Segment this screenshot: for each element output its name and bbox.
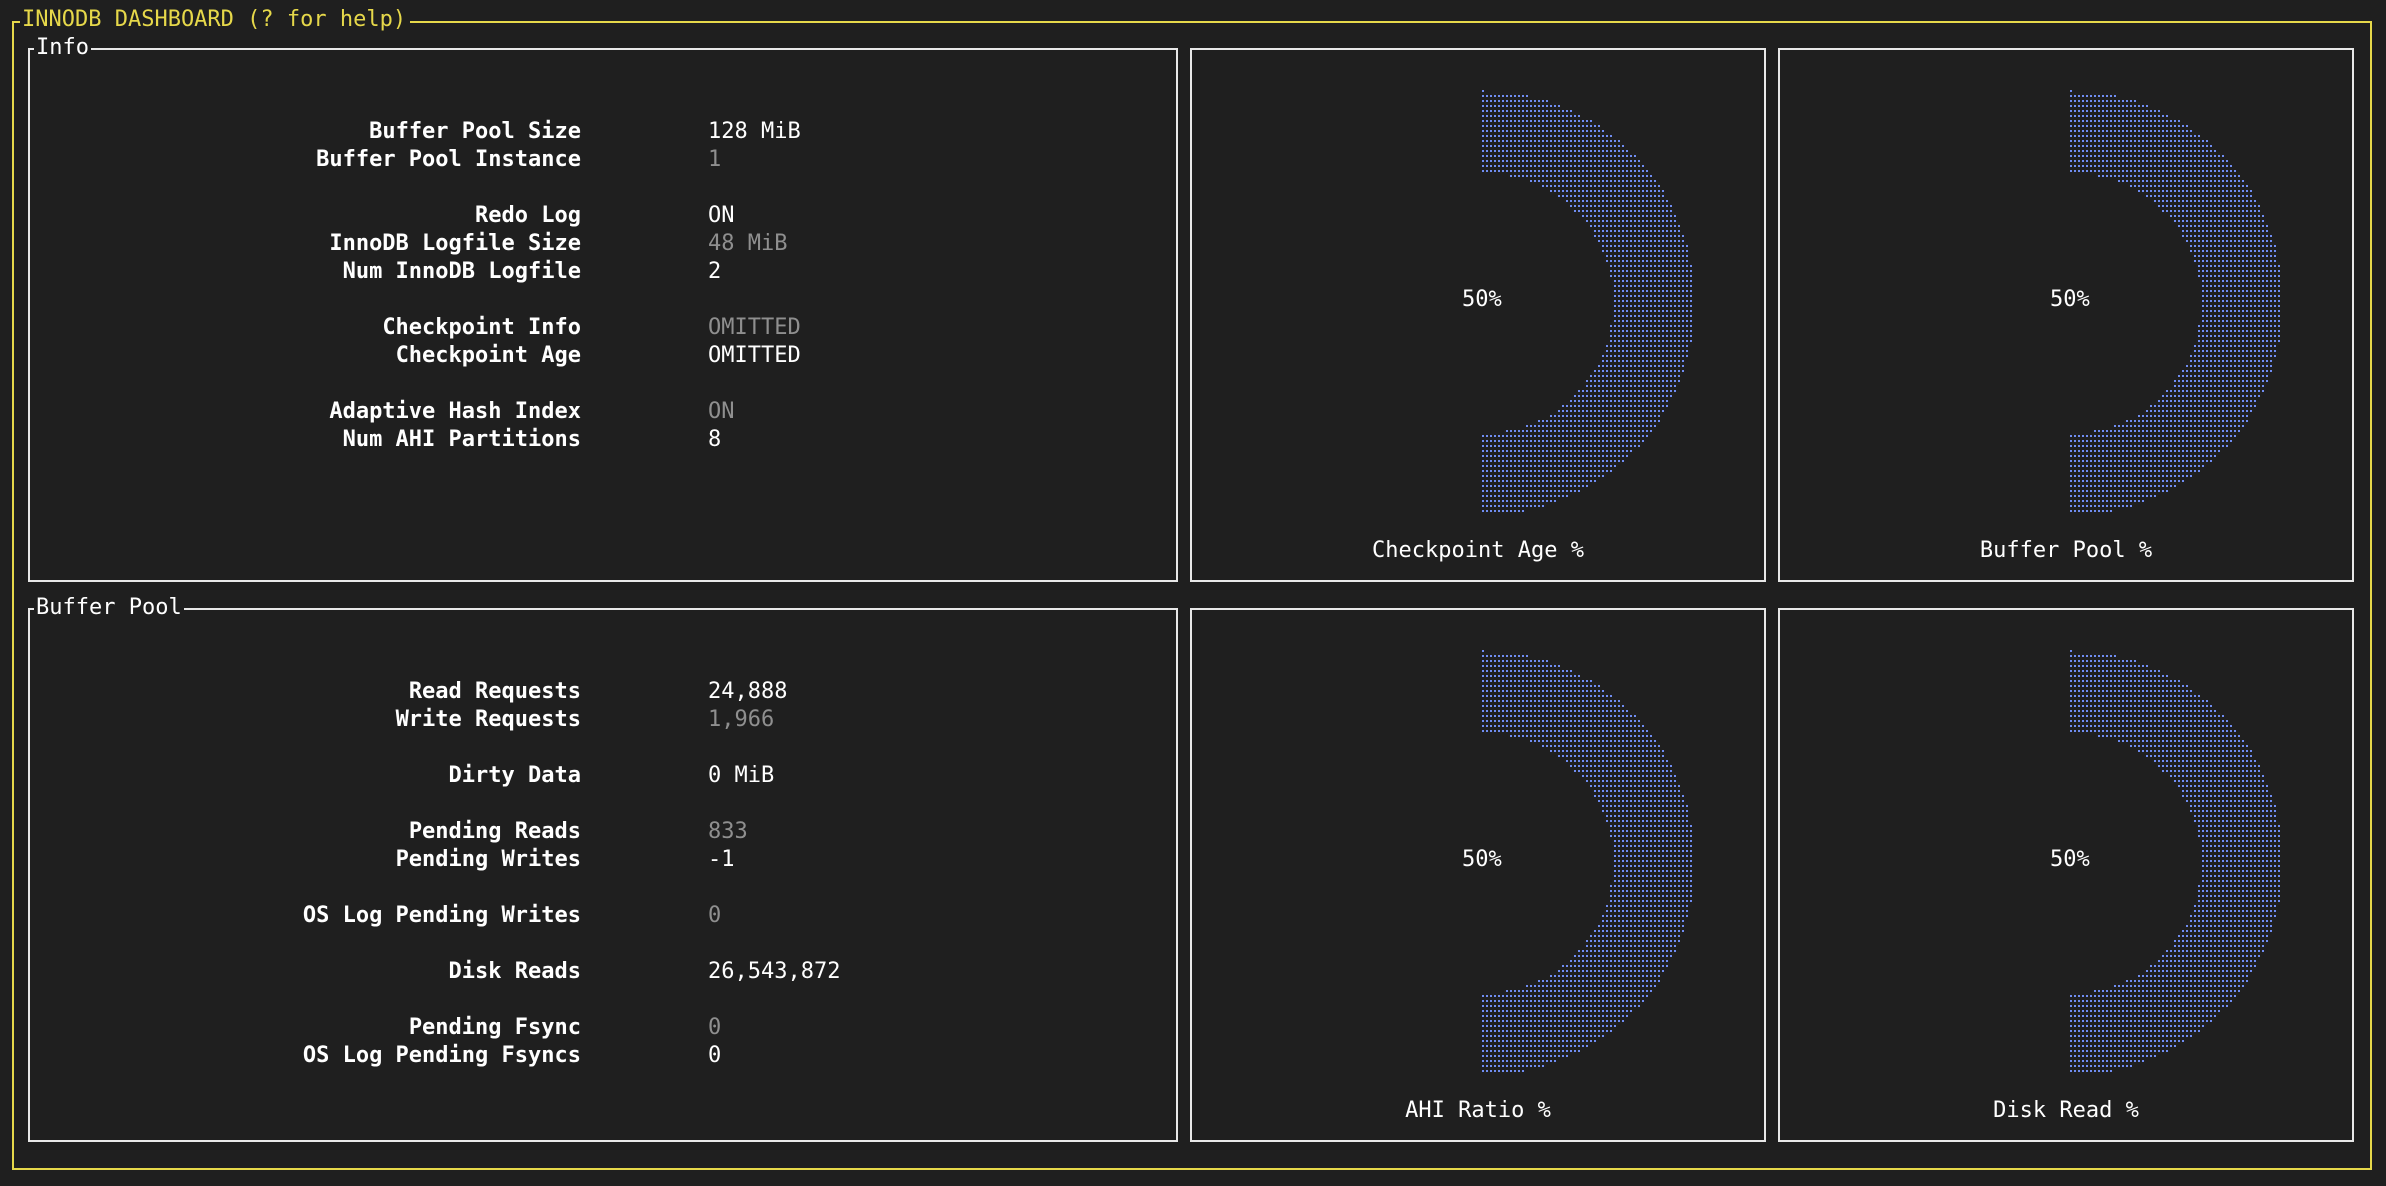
row-label: Pending Reads xyxy=(408,819,581,844)
buffer-pool-row xyxy=(302,1042,722,1070)
row-value: 128 MiB xyxy=(708,119,801,144)
buffer-pool-row xyxy=(448,762,775,790)
buffer-pool-row xyxy=(302,902,722,930)
info-row xyxy=(342,258,722,286)
row-value: 8 xyxy=(708,427,722,452)
row-value: ON xyxy=(708,399,735,424)
row-value: 48 MiB xyxy=(708,231,788,256)
gauge-checkpoint-age-label: Checkpoint Age % xyxy=(1372,538,1584,563)
row-value: ON xyxy=(708,203,735,228)
buffer-pool-row xyxy=(408,818,748,846)
row-label: Num InnoDB Logfile xyxy=(342,259,581,284)
dashboard-title: INNODB DASHBOARD (? for help) xyxy=(20,7,410,33)
row-value: -1 xyxy=(708,847,735,872)
buffer-pool-row xyxy=(408,1014,722,1042)
gauge-checkpoint-age-percent: 50% xyxy=(1462,287,1502,312)
row-label: OS Log Pending Writes xyxy=(302,903,581,928)
gauge-buffer-pool-label: Buffer Pool % xyxy=(1979,538,2153,563)
gauge-buffer-pool-ring xyxy=(1780,50,2352,580)
info-row xyxy=(395,342,801,370)
row-value: 0 MiB xyxy=(708,763,775,788)
row-value: 833 xyxy=(708,819,748,844)
gauge-panel-checkpoint-age xyxy=(1190,48,1766,582)
row-value: 0 xyxy=(708,903,722,928)
row-value: OMITTED xyxy=(708,315,801,340)
row-value: 2 xyxy=(708,259,722,284)
row-label: OS Log Pending Fsyncs xyxy=(302,1043,581,1068)
gauge-disk-read-percent: 50% xyxy=(2050,847,2090,872)
row-label: InnoDB Logfile Size xyxy=(329,231,581,256)
row-label: Write Requests xyxy=(395,707,581,732)
row-label: Buffer Pool Instance xyxy=(316,147,581,172)
row-label: Read Requests xyxy=(408,679,581,704)
row-value: 24,888 xyxy=(708,679,788,704)
gauge-ahi-ratio-label: AHI Ratio % xyxy=(1405,1098,1551,1123)
gauge-panel-ahi-ratio xyxy=(1190,608,1766,1142)
gauge-buffer-pool-percent: 50% xyxy=(2050,287,2090,312)
buffer-pool-row xyxy=(448,958,841,986)
row-value: 0 xyxy=(708,1015,722,1040)
row-label: Checkpoint Info xyxy=(382,315,581,340)
info-row xyxy=(382,314,801,342)
gauge-checkpoint-age-ring xyxy=(1192,50,1764,580)
info-row xyxy=(329,230,788,258)
info-panel-title: Info xyxy=(36,35,89,60)
gauge-disk-read-label: Disk Read % xyxy=(1993,1098,2139,1123)
row-value: 0 xyxy=(708,1043,722,1068)
gauge-panel-buffer-pool xyxy=(1778,48,2354,582)
row-label: Dirty Data xyxy=(448,763,581,788)
row-label: Num AHI Partitions xyxy=(342,427,581,452)
row-label: Disk Reads xyxy=(448,959,581,984)
info-row xyxy=(475,202,735,230)
row-value: 1,966 xyxy=(708,707,775,732)
buffer-pool-row xyxy=(395,846,735,874)
row-label: Pending Fsync xyxy=(408,1015,581,1040)
info-row xyxy=(342,426,722,454)
row-label: Pending Writes xyxy=(395,847,581,872)
info-row xyxy=(316,146,722,174)
buffer-pool-row xyxy=(408,678,788,706)
row-label: Buffer Pool Size xyxy=(369,119,581,144)
gauge-panel-disk-read xyxy=(1778,608,2354,1142)
buffer-pool-panel-title: Buffer Pool xyxy=(36,595,182,620)
info-row xyxy=(329,398,735,426)
row-value: 26,543,872 xyxy=(708,959,841,984)
buffer-pool-row xyxy=(395,706,775,734)
row-label: Redo Log xyxy=(475,203,581,228)
gauge-disk-read-ring xyxy=(1780,610,2352,1140)
row-label: Adaptive Hash Index xyxy=(329,399,581,424)
row-value: 1 xyxy=(708,147,722,172)
gauge-ahi-ratio-percent: 50% xyxy=(1462,847,1502,872)
row-label: Checkpoint Age xyxy=(395,343,581,368)
gauge-ahi-ratio-ring xyxy=(1192,610,1764,1140)
row-value: OMITTED xyxy=(708,343,801,368)
info-row xyxy=(369,118,801,146)
